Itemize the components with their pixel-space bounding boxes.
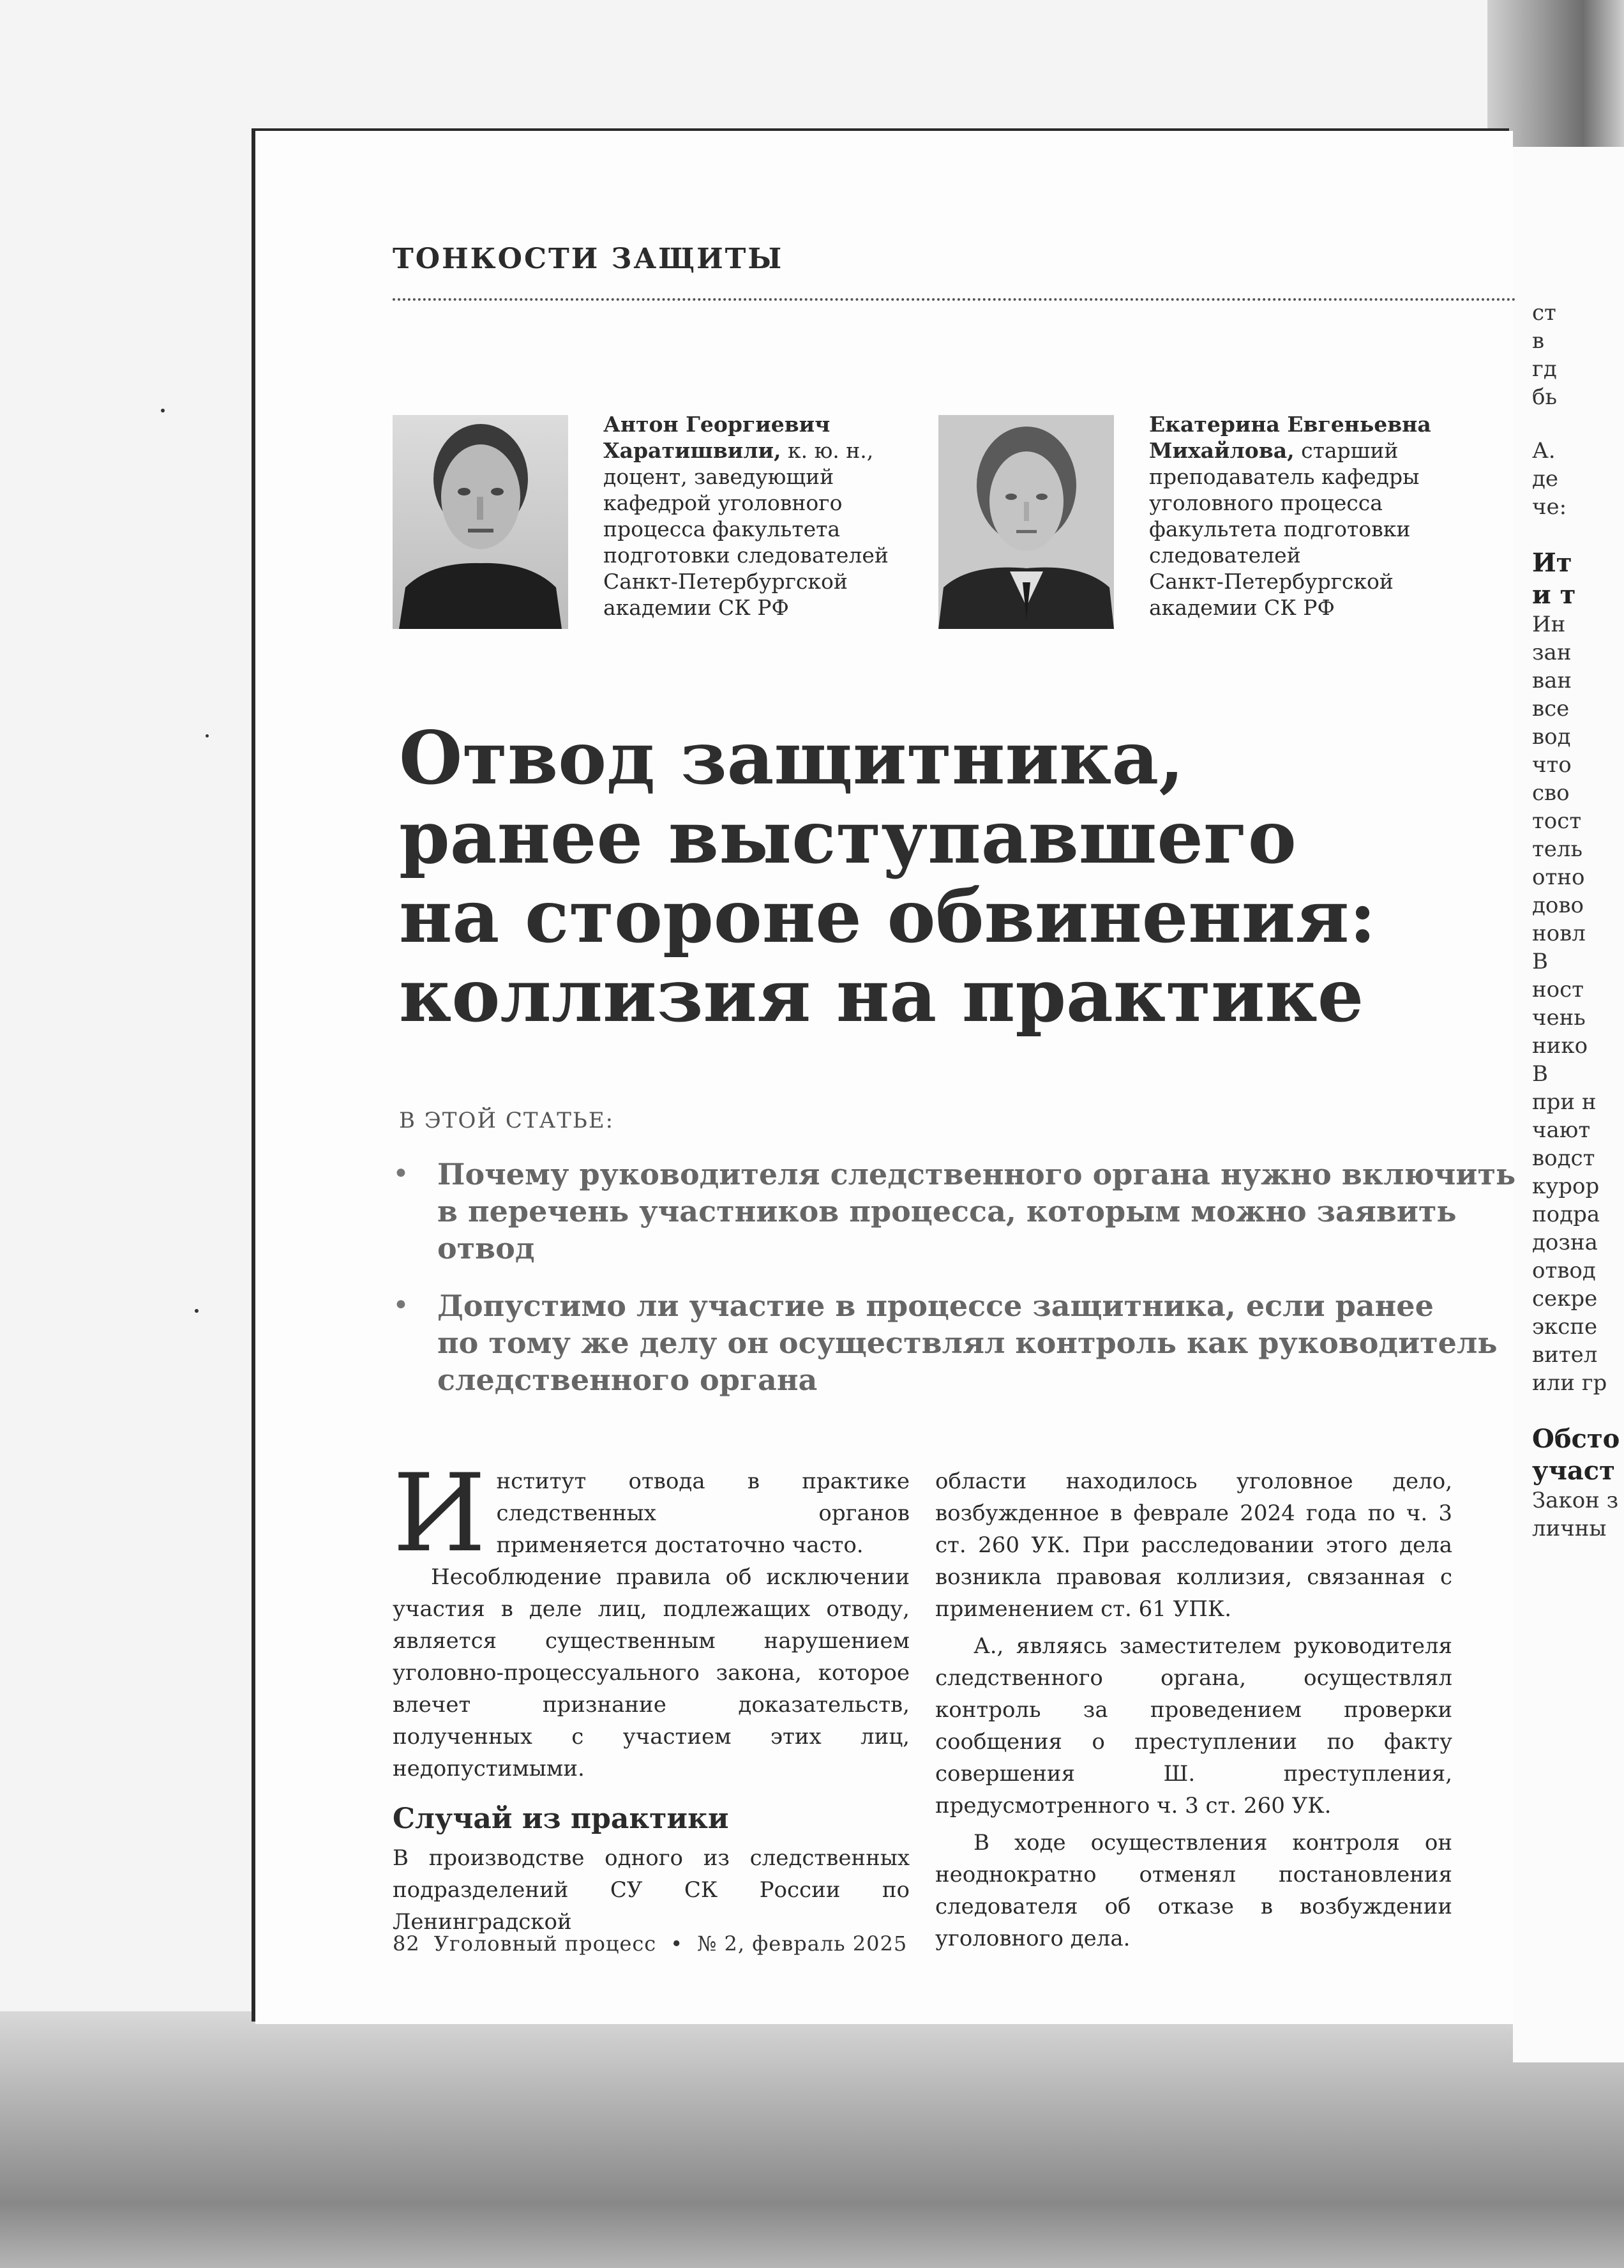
- next-page-text-fragment: че:: [1532, 494, 1567, 520]
- issue-info: № 2, февраль 2025: [697, 1932, 908, 1956]
- document-page: [255, 131, 1516, 2024]
- next-page-text-fragment: дово: [1532, 893, 1584, 918]
- author-name-line1: Екатерина Евгеньевна: [1149, 412, 1431, 437]
- body-paragraph: В производстве одного из следственных подразделений СУ СК России по Ленинградской: [393, 1845, 910, 1935]
- next-page-text-fragment: отно: [1532, 865, 1585, 890]
- subheading: Случай из практики: [393, 1803, 729, 1835]
- author-photo: [938, 415, 1114, 629]
- author-bio: [1149, 411, 1449, 621]
- next-page-text-fragment: подра: [1532, 1202, 1600, 1227]
- next-page-text-fragment: курор: [1532, 1174, 1600, 1199]
- article-title-line: коллизия на практике: [399, 953, 1364, 1038]
- author-position: старший: [1294, 438, 1399, 463]
- next-page-text-fragment: что: [1532, 752, 1572, 778]
- key-point: [393, 1156, 1516, 1267]
- woman-portrait-icon: [938, 415, 1114, 629]
- author-name-line1: Антон Георгиевич: [603, 412, 831, 437]
- author-degree: к. ю. н.,: [781, 438, 874, 463]
- next-page-text-fragment: экспе: [1532, 1314, 1598, 1340]
- section-title: ТОНКОСТИ ЗАЩИТЫ: [393, 243, 784, 275]
- next-page-text-fragment: чень: [1532, 1005, 1586, 1031]
- author-bio-line: преподаватель кафедры: [1149, 464, 1420, 489]
- key-point-line: следственного органа: [437, 1363, 818, 1397]
- author-bio-line: Санкт-Петербургской: [1149, 569, 1394, 594]
- next-page-text-fragment: водст: [1532, 1145, 1595, 1171]
- author-bio-line: следователей: [1149, 543, 1301, 568]
- key-point-line: в перечень участников процесса, которым можно заявить отвод: [437, 1194, 1457, 1266]
- scan-speck: [195, 1309, 199, 1313]
- body-column-right: [935, 1465, 1452, 1954]
- body-paragraph: области находилось уголовное дело, возбужденное в феврале 2024 года по ч. 3 ст. 260 УК. При расследовании этого дела возникла правовая коллизия, связанная с применением ст. 61 УПК.: [935, 1469, 1452, 1622]
- scan-speck: [206, 734, 209, 737]
- next-page-text-fragment: секре: [1532, 1286, 1598, 1312]
- next-page-text-fragment: при н: [1532, 1089, 1597, 1115]
- author-bio-line: уголовного процесса: [1149, 490, 1383, 515]
- paragraph-text: нститут отвода в практике следственных органов применяется достаточно часто.: [496, 1469, 910, 1558]
- next-page-text-fragment: или гр: [1532, 1370, 1607, 1396]
- bullet-dot-icon: •: [393, 1289, 409, 1322]
- scan-shadow-bottom: [0, 2011, 1624, 2268]
- author-bio: [603, 411, 903, 621]
- next-page-text-fragment: зан: [1532, 640, 1572, 665]
- page-number: 82: [393, 1932, 420, 1956]
- next-page-text-fragment: А.: [1532, 438, 1556, 464]
- article-title-line: Отвод защитника,: [399, 715, 1184, 801]
- key-point-line: по тому же делу он осуществлял контроль как руководитель: [437, 1326, 1498, 1360]
- next-page-text-fragment: ст: [1532, 300, 1556, 326]
- next-page-text-fragment: В: [1532, 949, 1548, 974]
- next-page-text-fragment: чают: [1532, 1117, 1591, 1143]
- next-page-text-fragment: в: [1532, 328, 1545, 354]
- key-point-line: Почему руководителя следственного органа нужно включить: [437, 1157, 1516, 1191]
- separator-dot: •: [670, 1932, 684, 1956]
- next-page-text-fragment: отвод: [1532, 1258, 1596, 1283]
- author-bio-line: подготовки следователей: [603, 543, 889, 568]
- bullet-dot-icon: •: [393, 1158, 409, 1190]
- body-paragraph: А., являясь заместителем руководителя следственного органа, осуществлял контроль за проведением проверки сообщения о преступлении по факту совершения Ш. преступления, предусмотренного ч. 3 ст. 260 УК.: [935, 1633, 1452, 1818]
- author-bio-line: кафедрой уголовного: [603, 490, 843, 515]
- next-page-text-fragment: гд: [1532, 356, 1557, 382]
- next-page-text-fragment: личны: [1532, 1516, 1607, 1541]
- next-page-text-fragment: участ: [1532, 1456, 1615, 1486]
- next-page-text-fragment: нико: [1532, 1033, 1588, 1059]
- author-bio-line: факультета подготовки: [1149, 517, 1411, 541]
- author-bio-line: Санкт-Петербургской: [603, 569, 848, 594]
- body-paragraph: В ходе осуществления контроля он неоднократно отменял постановления следователя об отказе в возбуждении уголовного дела.: [935, 1830, 1452, 1951]
- next-page-text-fragment: и т: [1532, 580, 1576, 610]
- author-bio-line: процесса факультета: [603, 517, 841, 541]
- article-title: [399, 715, 1376, 1038]
- article-title-line: ранее выступавшего: [399, 794, 1297, 880]
- drop-cap: И: [393, 1451, 486, 1576]
- key-point: [393, 1287, 1516, 1398]
- author-bio-line: академии СК РФ: [1149, 595, 1335, 620]
- next-page-text-fragment: ност: [1532, 977, 1584, 1002]
- body-paragraph: Несоблюдение правила об исключении участия в деле лиц, подлежащих отводу, является существенным нарушением уголовно-процессуального закона, которое влечет признание доказательств, полученных с участием этих лиц, недопустимыми.: [393, 1564, 910, 1781]
- author-bio-line: академии СК РФ: [603, 595, 789, 620]
- next-page-text-fragment: де: [1532, 466, 1559, 492]
- next-page-text-fragment: Обсто: [1532, 1424, 1620, 1454]
- next-page-text-fragment: вител: [1532, 1342, 1598, 1368]
- article-title-line: на стороне обвинения:: [399, 873, 1376, 959]
- next-page-text-fragment: бь: [1532, 384, 1557, 410]
- journal-name: Уголовный процесс: [433, 1932, 657, 1956]
- scan-speck: [161, 409, 165, 412]
- author-surname: Харатишвили,: [603, 438, 781, 463]
- next-page-text-fragment: тост: [1532, 808, 1582, 834]
- in-this-article-label: В ЭТОЙ СТАТЬЕ:: [399, 1108, 615, 1133]
- next-page-text-fragment: Закон з: [1532, 1488, 1619, 1513]
- author-photo: [393, 415, 568, 629]
- next-page-text-fragment: Ин: [1532, 612, 1566, 637]
- next-page-text-fragment: дозна: [1532, 1230, 1598, 1255]
- body-paragraph: [393, 1451, 910, 1576]
- next-page-text-fragment: ван: [1532, 668, 1572, 693]
- next-page-text-fragment: новл: [1532, 921, 1586, 946]
- next-page-text-fragment: тель: [1532, 836, 1583, 862]
- author-surname: Михайлова,: [1149, 438, 1295, 463]
- author-bio-line: доцент, заведующий: [603, 464, 834, 489]
- next-page-text-fragment: В: [1532, 1061, 1548, 1087]
- page-footer: [393, 1932, 921, 1956]
- next-page-text-fragment: вод: [1532, 724, 1571, 750]
- body-column-left: [393, 1451, 910, 1938]
- key-points-list: [393, 1156, 1516, 1419]
- key-point-line: Допустимо ли участие в процессе защитника, если ранее: [437, 1289, 1434, 1323]
- next-page-text-fragment: все: [1532, 696, 1570, 722]
- next-page-text-fragment: сво: [1532, 780, 1570, 806]
- man-portrait-icon: [393, 415, 568, 629]
- next-page-text-fragment: Ит: [1532, 548, 1572, 578]
- dotted-divider: [393, 298, 1516, 301]
- next-page-fragment: [1513, 147, 1624, 2062]
